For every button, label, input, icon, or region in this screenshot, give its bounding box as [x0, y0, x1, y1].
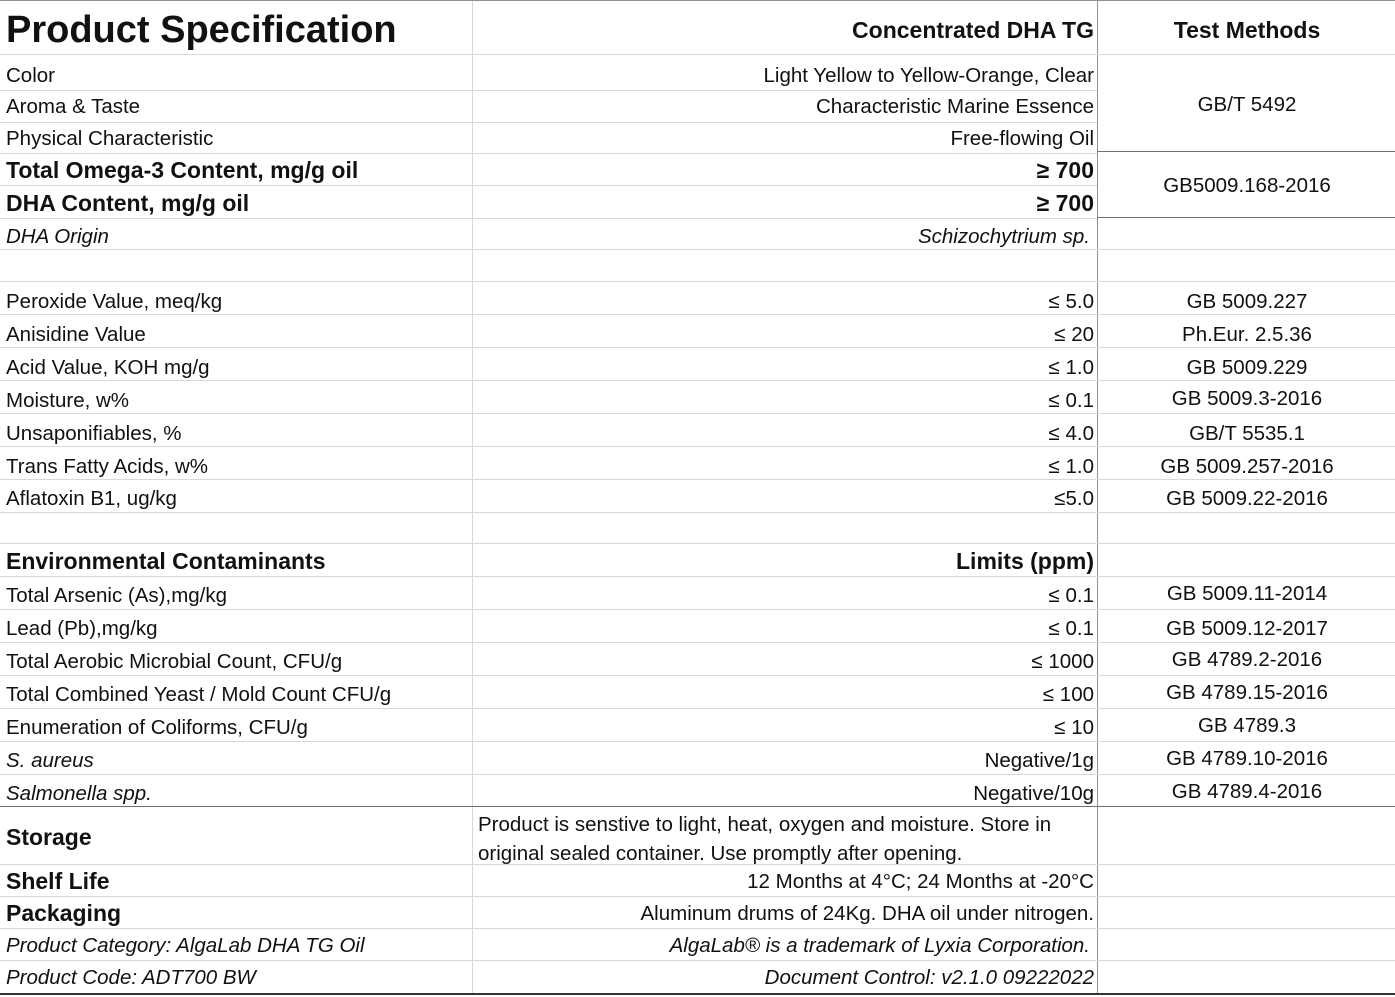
spec-value: ≤ 5.0 [1048, 289, 1094, 313]
spec-label: Unsaponifiables, % [6, 421, 182, 445]
product-name: Concentrated DHA TG [852, 16, 1094, 43]
test-method: GB 5009.22-2016 [1166, 486, 1328, 510]
row-divider [0, 0, 1395, 1]
spec-label: Aroma & Taste [6, 95, 141, 118]
test-method: GB 4789.10-2016 [1166, 746, 1328, 770]
test-method: GB 5009.12-2017 [1166, 616, 1328, 640]
spec-label: Lead (Pb),mg/kg [6, 616, 158, 640]
spec-label: Shelf Life [6, 867, 110, 894]
spec-value: ≤ 4.0 [1048, 421, 1094, 445]
spec-label: Color [6, 64, 55, 87]
spec-label: DHA Content, mg/g oil [6, 189, 250, 216]
test-method: Ph.Eur. 2.5.36 [1182, 322, 1312, 346]
spec-value: ≥ 700 [1036, 189, 1094, 216]
test-method: GB 5009.3-2016 [1171, 386, 1323, 410]
spec-label: Moisture, w% [6, 388, 130, 412]
section-heading-limits: Limits (ppm) [956, 548, 1094, 574]
spec-value: Negative/1g [984, 748, 1094, 772]
spec-value: ≤ 1.0 [1048, 454, 1094, 478]
spec-value: ≤5.0 [1054, 486, 1094, 510]
product-code: Product Code: ADT700 BW [6, 966, 256, 989]
spec-value: ≤ 10 [1054, 715, 1094, 739]
spec-value: Characteristic Marine Essence [816, 95, 1094, 118]
column-divider [1097, 0, 1098, 993]
spec-value: ≤ 1.0 [1048, 355, 1094, 379]
spec-value: Negative/10g [973, 781, 1094, 805]
test-method: GB 5009.227 [1186, 289, 1308, 313]
spec-value: Free-flowing Oil [950, 127, 1094, 150]
test-method: GB5009.168-2016 [1163, 174, 1331, 197]
section-heading: Environmental Contaminants [6, 548, 326, 574]
spec-value: ≤ 0.1 [1048, 583, 1094, 607]
spec-label: Total Arsenic (As),mg/kg [6, 583, 228, 607]
spec-label: Trans Fatty Acids, w% [6, 454, 209, 478]
row-divider [0, 543, 1395, 544]
spec-value: Light Yellow to Yellow-Orange, Clear [763, 64, 1094, 87]
spec-label: Acid Value, KOH mg/g [6, 355, 210, 379]
spec-label: Total Aerobic Microbial Count, CFU/g [6, 649, 343, 673]
spec-label: Storage [6, 823, 92, 850]
test-methods-header: Test Methods [1173, 16, 1321, 43]
spec-value: Schizochytrium sp. [917, 225, 1090, 248]
row-divider [1097, 151, 1395, 152]
spec-label: Anisidine Value [6, 322, 146, 346]
test-method: GB 4789.4-2016 [1171, 779, 1323, 803]
spec-value: ≤ 1000 [1031, 649, 1094, 673]
row-divider [0, 281, 1395, 282]
spec-label: Salmonella spp. [6, 781, 152, 805]
spec-label: Total Omega-3 Content, mg/g oil [6, 156, 359, 183]
product-category: Product Category: AlgaLab DHA TG Oil [6, 934, 365, 957]
page-title: Product Specification [6, 8, 397, 51]
test-method: GB 4789.15-2016 [1166, 680, 1328, 704]
test-method: GB/T 5492 [1197, 93, 1297, 116]
test-method: GB 5009.11-2014 [1166, 581, 1328, 605]
spec-label: Aflatoxin B1, ug/kg [6, 486, 177, 510]
spec-value: 12 Months at 4°C; 24 Months at -20°C [747, 870, 1094, 893]
spec-value: ≤ 20 [1054, 322, 1094, 346]
test-method: GB 5009.229 [1186, 355, 1308, 379]
spec-label: Enumeration of Coliforms, CFU/g [6, 715, 308, 739]
test-method: GB 5009.257-2016 [1160, 454, 1334, 478]
test-method: GB 4789.3 [1197, 713, 1296, 737]
spec-label: Packaging [6, 899, 122, 926]
spec-label: DHA Origin [6, 225, 109, 248]
spec-label: Peroxide Value, meq/kg [6, 289, 223, 313]
spec-label: Physical Characteristic [6, 127, 214, 150]
spec-value: Aluminum drums of 24Kg. DHA oil under nitrogen. [640, 902, 1094, 925]
spec-label: Total Combined Yeast / Mold Count CFU/g [6, 682, 392, 706]
spec-label: S. aureus [6, 748, 94, 772]
storage-text: Product is senstive to light, heat, oxygen and moisture. Store in original sealed container. Use promptly after opening. [478, 813, 1052, 865]
test-method: GB/T 5535.1 [1189, 421, 1305, 445]
spec-value: ≥ 700 [1036, 156, 1094, 183]
trademark-notice: AlgaLab® is a trademark of Lyxia Corporation. [669, 934, 1090, 957]
column-divider [472, 0, 473, 993]
spec-value: ≤ 0.1 [1048, 388, 1094, 412]
row-divider [1097, 217, 1395, 218]
document-control: Document Control: v2.1.0 09222022 [764, 966, 1094, 989]
spec-value: ≤ 0.1 [1048, 616, 1094, 640]
test-method: GB 4789.2-2016 [1171, 647, 1323, 671]
spec-value: ≤ 100 [1042, 682, 1094, 706]
